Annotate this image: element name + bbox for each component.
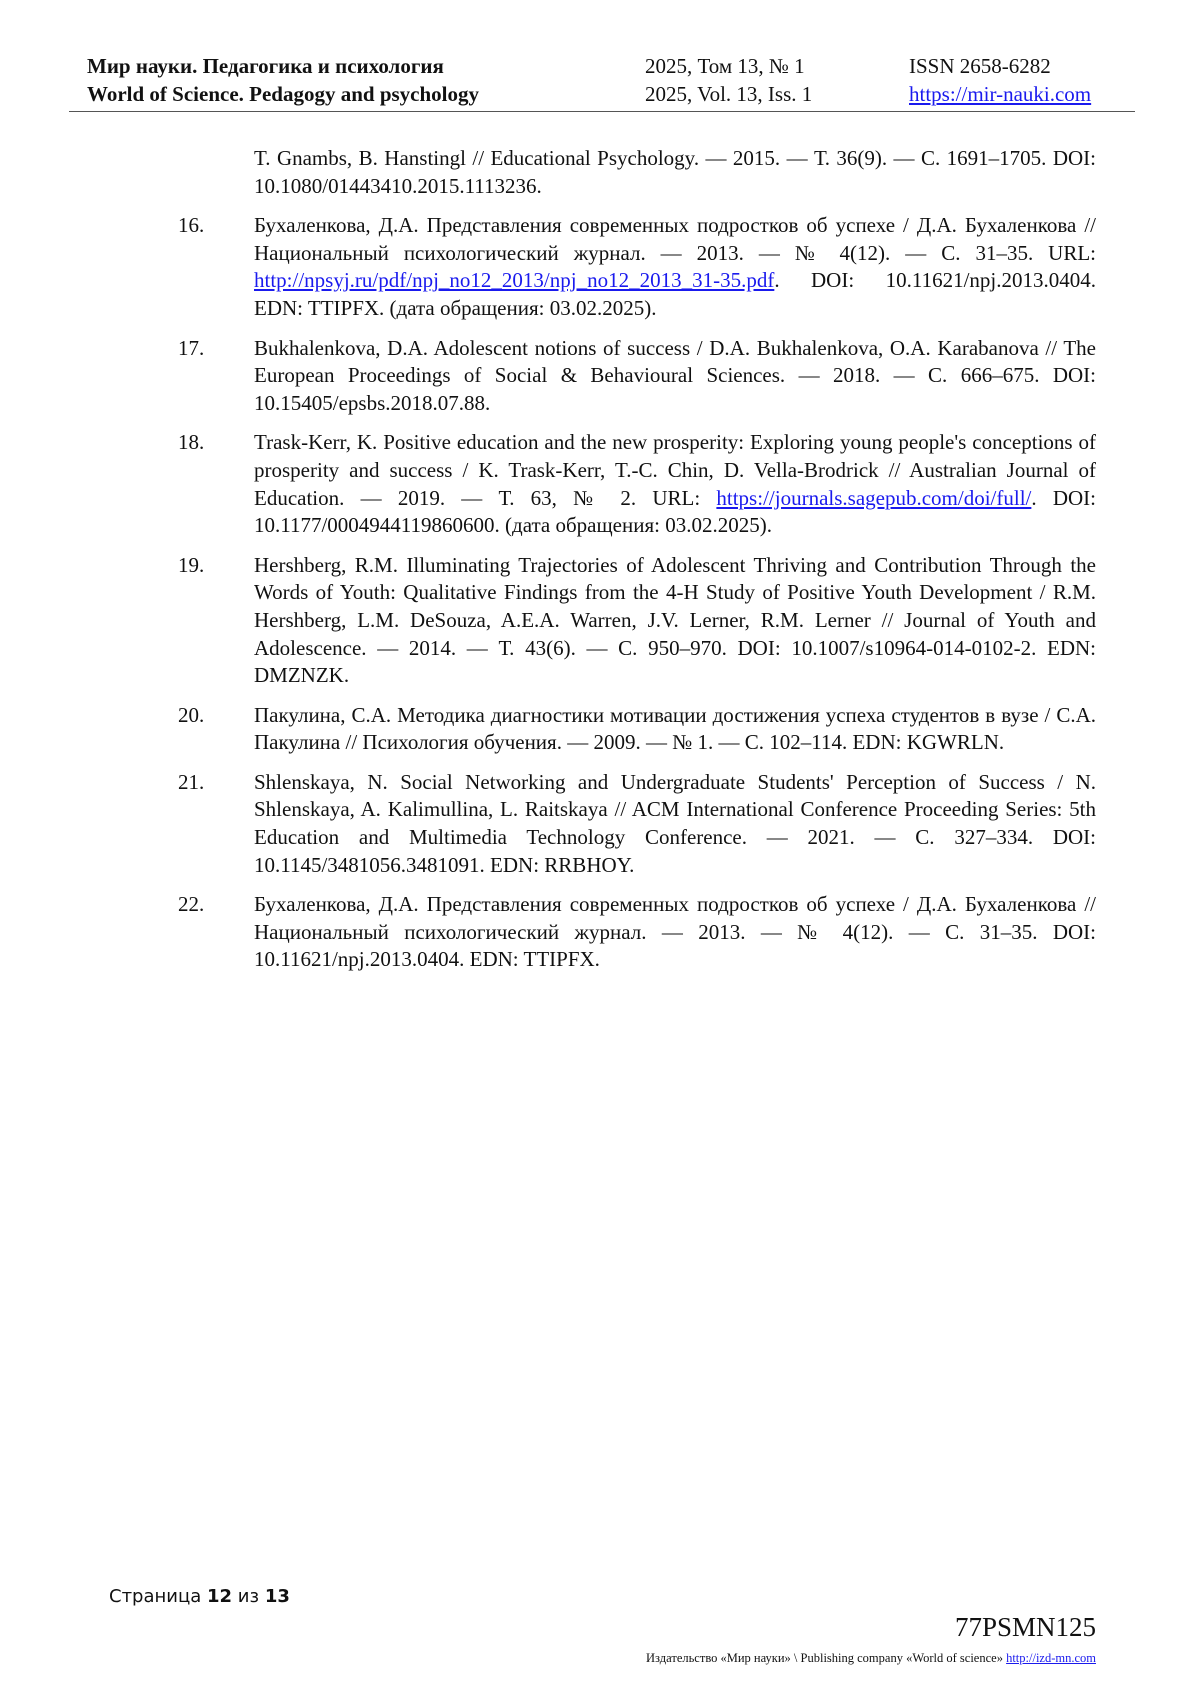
reference-item — [178, 145, 1096, 200]
article-code: 77PSMN125 — [954, 1612, 1096, 1642]
publisher-line: Издательство «Мир науки» \ Publishing company «World of science» http://izd-mn.com — [646, 1651, 1096, 1665]
journal-title — [87, 52, 479, 108]
issue-en: 2025, Vol. 13, Iss. 1 — [645, 82, 813, 106]
issue-info — [645, 52, 812, 108]
publisher-link[interactable]: http://izd-mn.com — [1006, 1651, 1096, 1665]
reference-number: 17. — [178, 335, 205, 360]
reference-item — [178, 702, 1096, 757]
reference-text: T. Gnambs, B. Hanstingl // Educational Psychology. — 2015. — Т. 36(9). — С. 1691–1705. DOI: 10.1080/01443410.2015.1113236. — [254, 146, 1096, 198]
reference-item — [178, 891, 1096, 974]
reference-number: 21. — [178, 769, 205, 794]
reference-item — [178, 552, 1096, 690]
reference-text: Пакулина, С.А. Методика диагностики мотивации достижения успеха студентов в вузе / С.А. Пакулина // Психология обучения. — 2009. — № 1. — С. 102–114. EDN: KGWRLN. — [254, 702, 1096, 755]
header-divider — [69, 111, 1135, 112]
reference-text: Trask-Kerr, K. Positive education and the new prosperity: Exploring young people's conceptions of prosperity and success / K. Trask-Kerr, T.-C. Chin, D. Vella-Brodrick // Australian Journal of Education. — 2019. — Т. 63, № 2. URL: https://journals.sagepub.com/doi/full/. DOI: 10.1177/0004944119860600. (дата обращения: 03.02.2025). — [254, 430, 1096, 538]
reference-number: 22. — [178, 892, 205, 917]
reference-item — [178, 429, 1096, 539]
journal-site-link[interactable]: https://mir-nauki.com — [909, 82, 1092, 106]
reference-item — [178, 212, 1096, 322]
reference-list — [178, 145, 1096, 986]
reference-link[interactable]: http://npsyj.ru/pdf/npj_no12_2013/npj_no12_2013_31-35.pdf — [254, 268, 775, 293]
reference-item — [178, 769, 1096, 879]
journal-title-ru: Мир науки. Педагогика и психология — [87, 54, 444, 78]
reference-text: Hershberg, R.M. Illuminating Trajectories of Adolescent Thriving and Contribution Through the Words of Youth: Qualitative Findings from the 4-H Study of Positive Youth Development / R.M. Hershberg, L.M. DeSouza, A.E.A. Warren, J.V. Lerner, R.M. Lerner // Journal of Youth and Adolescence. — 2014. — Т. 43(6). — С. 950–970. DOI: 10.1007/s10964-014-0102-2. EDN: DMZNZK. — [254, 552, 1096, 688]
issue-ru: 2025, Том 13, № 1 — [645, 54, 805, 78]
issn: ISSN 2658-6282 — [909, 54, 1051, 78]
reference-number: 16. — [178, 213, 205, 238]
journal-meta — [909, 52, 1091, 108]
reference-number: 19. — [178, 552, 205, 577]
reference-text: Бухаленкова, Д.А. Представления современных подростков об успехе / Д.А. Бухаленкова // Национальный психологический журнал. — 2013. — № 4(12). — С. 31–35. URL: http://npsyj.ru/pdf/npj_no12_2013/npj_no12_2013_31-35.pdf. DOI: 10.11621/npj.2013.0404. EDN: TTIPFX. (дата обращения: 03.02.2025). — [254, 213, 1096, 320]
reference-number: 18. — [178, 430, 205, 455]
journal-title-en: World of Science. Pedagogy and psychology — [87, 82, 480, 106]
reference-number: 20. — [178, 702, 205, 727]
reference-text: Бухаленкова, Д.А. Представления современных подростков об успехе / Д.А. Бухаленкова // Национальный психологический журнал. — 2013. — № 4(12). — С. 31–35. DOI: 10.11621/npj.2013.0404. EDN: TTIPFX. — [254, 892, 1096, 972]
page-number: Страница 12 из 13 — [109, 1586, 290, 1607]
reference-item — [178, 335, 1096, 418]
reference-text: Bukhalenkova, D.A. Adolescent notions of success / D.A. Bukhalenkova, O.A. Karabanova // The European Proceedings of Social & Behavioural Sciences. — 2018. — С. 666–675. DOI: 10.15405/epsbs.2018.07.88. — [254, 335, 1096, 415]
reference-text: Shlenskaya, N. Social Networking and Undergraduate Students' Perception of Success / N. Shlenskaya, A. Kalimullina, L. Raitskaya // ACM International Conference Proceeding Series: 5th Education and Multimedia Technology Conference. — 2021. — С. 327–334. DOI: 10.1145/3481056.3481091. EDN: RRBHOY. — [254, 769, 1096, 877]
reference-link[interactable]: https://journals.sagepub.com/doi/full/ — [716, 485, 1032, 510]
